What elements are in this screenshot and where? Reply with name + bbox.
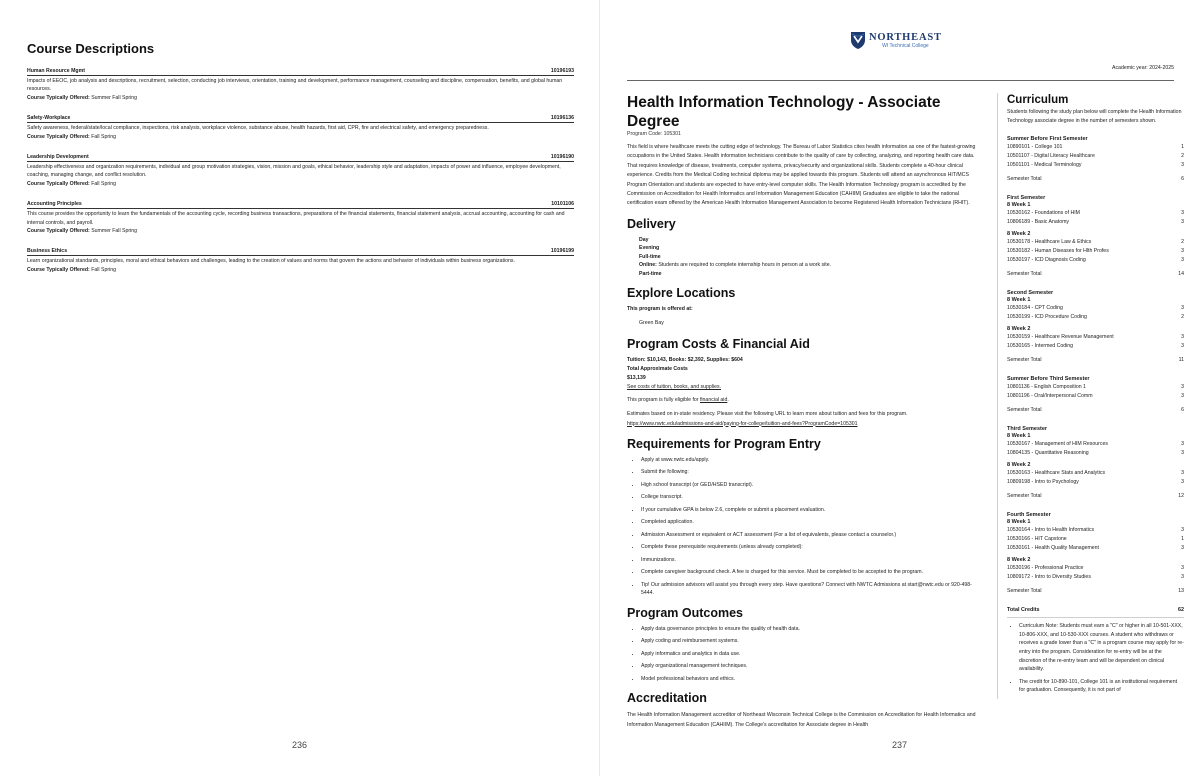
header-divider [627,80,1174,81]
total-credits-value: 62 [1178,607,1184,614]
course-title: 10530182 - Human Diseases for Hlth Profes [1007,248,1109,255]
offered-at-label: This program is offered at: [627,306,693,313]
course-credits: 3 [1181,450,1184,457]
offered-terms: Fall Spring [91,133,116,140]
course-credits: 2 [1181,314,1184,321]
curriculum-course-row [1007,383,1184,392]
semester-total-label: Semester Total [1007,493,1042,500]
course-name: Safety-Workplace [27,115,71,122]
page-number: 236 [292,740,308,750]
offered-terms: Summer Fall Spring [91,94,138,101]
requirements-list [627,456,979,598]
course-title: 10530197 - ICD Diagnosis Coding [1007,257,1086,264]
semester-total-row [1007,587,1184,596]
week-label: 8 Week 2 [1007,231,1031,238]
semester-block [1007,289,1184,365]
financial-aid-link[interactable]: financial aid [699,396,728,403]
course-offered [27,133,574,141]
course-offered [27,180,574,188]
course-offered [27,227,574,235]
semester-name: Fourth Semester [1007,512,1051,519]
offered-terms: Fall Spring [91,180,116,187]
course-code: 10196190 [550,154,574,161]
semester-name: First Semester [1007,195,1046,202]
outcomes-list [627,625,979,684]
aid-text: This program is fully eligible for [627,396,699,403]
course-credits: 3 [1181,565,1184,572]
delivery-list [627,236,979,279]
curriculum-course-row [1007,161,1184,170]
semester-total-row [1007,270,1184,279]
requirement-item: • Completed application. [641,518,979,527]
financial-aid-line: This program is fully eligible for financial aid. [627,396,729,403]
offered-terms: Fall Spring [91,266,116,273]
week-label: 8 Week 1 [1007,433,1031,440]
semester-block [1007,511,1184,596]
course-title: 10801196 - Oral/Interpersonal Comm [1007,393,1093,400]
course-credits: 3 [1181,334,1184,341]
course-entry [27,247,574,274]
course-credits: 1 [1181,536,1184,543]
course-credits: 3 [1181,545,1184,552]
shield-logo-icon [850,30,866,50]
curriculum-course-row [1007,304,1184,313]
requirement-item: • Admission Assessment or equivalent or ACT assessment (For a list of equivalents, please contact a counselor.) [641,531,979,540]
semester-total-value: 6 [1181,176,1184,183]
course-credits: 3 [1181,470,1184,477]
semester-total-label: Semester Total [1007,357,1042,364]
course-list [27,67,574,286]
course-title: 10530163 - Healthcare Stats and Analytics [1007,470,1106,477]
course-title: 10809172 - Intro to Diversity Studies [1007,574,1091,581]
course-entry [27,114,574,141]
curriculum-course-row [1007,573,1184,582]
course-title: 10530196 - Professional Practice [1007,565,1084,572]
offered-label: Course Typically Offered: [27,228,90,235]
offered-label: Course Typically Offered: [27,180,90,187]
curriculum-course-row [1007,238,1184,247]
curriculum-course-row [1007,564,1184,573]
right-page [600,0,1200,776]
curriculum-course-row [1007,209,1184,218]
course-title: 10801136 - English Composition 1 [1007,384,1086,391]
curriculum-course-row [1007,333,1184,342]
total-costs-label: Total Approximate Costs [627,365,688,372]
curriculum-course-row [1007,392,1184,401]
course-name: Business Ethics [27,248,68,255]
curriculum-course-row [1007,535,1184,544]
course-credits: 3 [1181,210,1184,217]
outcome-item: • Apply informatics and analytics in data use. [641,650,979,659]
course-description: Leadership effectiveness and organization requirements, individual and group motivation strategies, vision, mission and goals, ethical behavior, leadership style and adaptation, impacts of power and influence, employee development, coaching, managing change, and conflict resolution. [27,164,561,179]
course-credits: 3 [1181,574,1184,581]
program-main [627,93,979,735]
course-title: 10890101 - College 101 [1007,144,1063,151]
course-name: Accounting Principles [27,201,82,208]
week-label: 8 Week 2 [1007,557,1031,564]
semester-list [1007,135,1184,596]
program-code: Program Code: 105301 [627,131,681,137]
course-credits: 3 [1181,305,1184,312]
curriculum-course-row [1007,256,1184,265]
course-credits: 2 [1181,153,1184,160]
locations-heading: Explore Locations [627,286,736,301]
course-title: 10530159 - Healthcare Revenue Management [1007,334,1114,341]
week-label: 8 Week 1 [1007,202,1031,209]
curriculum-course-row [1007,143,1184,152]
total-credits-label: Total Credits [1007,607,1040,614]
program-intro: This field is where healthcare meets the cutting edge of technology. The Bureau of Labor Statistics cites health information as one of the fastest-growing occupations in the United States. Health information technicians contribute to the quality of care by collecting, analyzing, and reporting health care data. That requires knowledge of disease, treatments, computer systems, privacy/security and organizational skills. Students complete a 40-hour clinical experience. Credits from the Medical Coding technical diploma may be applied towards this program. Students will attend an asynchronous HIT/MCS Program Orientation and students are expected to have entry-level computer skills. The Health Information Technology program is accredited by the Commission on Accreditation for Health Informatics and Information Management Education (CAHIIM) Graduates are eligible to take the national certification exam offered by the American Health Information Management Association to become Registered Health Information Technicians (RHIT). [627,144,976,207]
program-title: Health Information Technology - Associate Degree [627,94,941,130]
course-credits: 2 [1181,239,1184,246]
semester-block [1007,375,1184,415]
curriculum-course-row [1007,449,1184,458]
delivery-mode: Part-time [639,270,662,277]
curriculum-course-row [1007,342,1184,351]
page-title: Course Descriptions [27,41,155,56]
delivery-item [627,270,979,279]
costs-heading: Program Costs & Financial Aid [627,336,810,351]
delivery-mode: Online: [639,262,657,269]
course-offered [27,94,574,102]
semester-block [1007,194,1184,279]
curriculum-course-row [1007,152,1184,161]
semester-total-label: Semester Total [1007,271,1042,278]
delivery-note: Students are required to complete internship hours in person at a work site. [658,262,832,269]
curriculum-course-row [1007,478,1184,487]
week-label: 8 Week 1 [1007,297,1031,304]
course-name: Leadership Development [27,154,89,161]
course-credits: 3 [1181,248,1184,255]
logo-name: NORTHEAST [869,31,942,43]
outcome-item: • Apply coding and reimbursement systems. [641,637,979,646]
semester-total-label: Semester Total [1007,176,1042,183]
tuition-url-link[interactable]: https://www.nwtc.edu/admissions-and-aid/paying-for-college/tuition-and-fees?ProgramCode=105301 [627,420,858,427]
course-title: 10530184 - CPT Coding [1007,305,1063,312]
semester-block [1007,425,1184,501]
outcome-item: • Apply data governance principles to ensure the quality of health data. [641,625,979,634]
week-label: 8 Week 2 [1007,326,1031,333]
curriculum-course-row [1007,544,1184,553]
course-description: Learn organizational standards, principles, moral and ethical behaviors and challenges, leading to the creation of values and norms that govern the actions and behavior of individuals within business organizations. [27,258,515,265]
semester-name: Summer Before First Semester [1007,136,1088,143]
course-description: Safety awareness, federal/state/local compliance, inspections, risk analysis, workplace violence, substance abuse, health hazards, first aid, CPR, fire and electrical safety, and emergency preparedness. [27,125,489,132]
curriculum-intro: Students following the study plan below will complete the Health Information Technology associate degree in the number of semesters shown. [1007,109,1182,124]
accreditation-text: The Health Information Management accreditor of Northeast Wisconsin Technical College is the Commission on Accreditation for Health Informatics and Information Management Education (CAHIIM). The College's accreditation for Associate degree in Health [627,712,976,728]
outcome-item: • Model professional behaviors and ethics. [641,675,979,684]
semester-total-row [1007,175,1184,184]
course-title: 10530164 - Intro to Health Informatics [1007,527,1095,534]
semester-name: Third Semester [1007,426,1048,433]
course-header [27,114,574,123]
course-credits: 3 [1181,257,1184,264]
requirement-item: • Submit the following: [641,468,979,477]
course-title: 10530161 - Health Quality Management [1007,545,1099,552]
course-entry [27,153,574,188]
delivery-mode: Day [639,236,649,243]
course-code: 10196199 [550,248,574,255]
curriculum-heading: Curriculum [1007,94,1069,106]
semester-total-value: 11 [1178,357,1184,364]
course-header [27,153,574,162]
total-credits-row [1007,606,1184,618]
requirement-item: • Tip! Our admission advisors will assist you through every step. Have questions? Connect with NWTC Admissions at start@nwtc.edu or 920-498-5444. [641,581,979,598]
course-credits: 3 [1181,479,1184,486]
semester-total-row [1007,406,1184,415]
semester-total-label: Semester Total [1007,407,1042,414]
course-title: 10530167 - Management of HIM Resources [1007,441,1108,448]
costs-link[interactable]: See costs of tuition, books, and supplies. [627,383,722,390]
requirement-item: • Complete these prerequisite requirements (unless already completed): [641,543,979,552]
course-title: 10530162 - Foundations of HIM [1007,210,1080,217]
curriculum-sidebar [997,93,1184,699]
offered-label: Course Typically Offered: [27,133,90,140]
delivery-item [627,261,979,270]
course-code: 10101106 [551,201,574,208]
accreditation-heading: Accreditation [627,691,707,706]
semester-name: Second Semester [1007,290,1054,297]
requirement-item: • College transcript. [641,493,979,502]
delivery-item [627,236,979,245]
course-credits: 3 [1181,343,1184,350]
semester-name: Summer Before Third Semester [1007,376,1090,383]
requirements-heading: Requirements for Program Entry [627,436,821,451]
course-header [27,247,574,256]
estimate-text: Estimates based on in-state residency. Please visit the following URL to learn more about tuition and fees for this program. [627,411,908,418]
course-header [27,200,574,209]
course-entry [27,67,574,102]
course-header [27,67,574,76]
course-title: 10530166 - HIT Capstone [1007,536,1067,543]
course-title: 10501107 - Digital Literacy Healthcare [1007,153,1095,160]
outcomes-heading: Program Outcomes [627,605,744,620]
logo-subtitle: WI Technical College [882,42,929,49]
requirement-item: • If your cumulative GPA is below 2.6, complete or submit a placement evaluation. [641,506,979,515]
course-credits: 1 [1181,144,1184,151]
delivery-heading: Delivery [627,216,676,231]
course-title: 10530165 - Intermed Coding [1007,343,1074,350]
course-title: 10804135 - Quantitative Reasoning [1007,450,1089,457]
delivery-mode: Evening [639,245,660,252]
delivery-item [627,253,979,262]
semester-total-value: 13 [1178,588,1184,595]
course-credits: 3 [1181,384,1184,391]
course-credits: 3 [1181,219,1184,226]
curriculum-notes [1007,622,1184,695]
course-code: 10196193 [550,68,574,74]
week-label: 8 Week 2 [1007,462,1031,469]
course-credits: 3 [1181,441,1184,448]
offered-label: Course Typically Offered: [27,94,90,101]
curriculum-note: • Curriculum Note: Students must earn a "C" or higher in all 10-501-XXX, 10-806-XXX, and 10-530-XXX courses. A student who withdraws or receives a grade lower than a "C" in a program course may apply for re-entry into the program. Consideration for re-entry will be at the discretion of the re-entry team and will be dependent on clinical availability. [1019,622,1184,674]
requirement-item: • High school transcript (or GED/HSED transcript). [641,481,979,490]
college-logo [850,30,942,50]
curriculum-course-row [1007,526,1184,535]
course-name: Human Resource Mgmt [27,68,85,74]
course-offered [27,266,574,274]
semester-total-value: 14 [1178,271,1184,278]
delivery-item [627,244,979,253]
course-credits: 3 [1181,527,1184,534]
course-credits: 3 [1181,162,1184,169]
course-description: This course provides the opportunity to learn the fundamentals of the accounting cycle, recording business transactions, preparations of the financial statements, financial statement analysis, accrual accounting, accounting for cash and internal controls, and payroll. [27,211,565,226]
course-title: 10501101 - Medical Terminology [1007,162,1082,169]
delivery-mode: Full-time [639,253,661,260]
curriculum-course-row [1007,440,1184,449]
semester-total-row [1007,492,1184,501]
outcome-item: • Apply organizational management techniques. [641,662,979,671]
semester-total-label: Semester Total [1007,588,1042,595]
curriculum-course-row [1007,469,1184,478]
page-number: 237 [892,740,908,750]
course-description: Impacts of EEOC, job analysis and descriptions, recruitment, selection, conducting job interviews, orientation, training and development, performance management, counseling and discipline, compensation, benefits, and global human resources. [27,78,563,93]
estimate-note [627,410,979,429]
requirement-item: • Apply at www.nwtc.edu/apply. [641,456,979,465]
course-title: 10806189 - Basic Anatomy [1007,219,1070,226]
course-title: 10809198 - Intro to Psychology [1007,479,1079,486]
semester-total-row [1007,356,1184,365]
semester-block [1007,135,1184,184]
course-title: 10530178 - Healthcare Law & Ethics [1007,239,1092,246]
total-costs-value: $13,139 [627,374,646,381]
requirement-item: • Immunizations. [641,556,979,565]
curriculum-course-row [1007,313,1184,322]
curriculum-course-row [1007,218,1184,227]
course-credits: 3 [1181,393,1184,400]
week-label: 8 Week 1 [1007,519,1031,526]
course-entry [27,200,574,235]
semester-total-value: 12 [1178,493,1184,500]
requirement-item: • Complete caregiver background check. A fee is charged for this service. Must be completed to be accepted to the program. [641,568,979,577]
curriculum-note: • The credit for 10-890-101, College 101 is an institutional requirement for graduation. Consequently, it is not part of [1019,678,1184,695]
offered-terms: Summer Fall Spring [91,228,138,235]
cost-breakdown: Tuition: $10,143, Books: $2,392, Supplies: $604 [627,356,743,363]
offered-label: Course Typically Offered: [27,266,90,273]
course-title: 10530199 - ICD Procedure Coding [1007,314,1087,321]
academic-year: Academic year: 2024-2025 [1112,65,1174,71]
semester-total-value: 6 [1181,407,1184,414]
curriculum-course-row [1007,247,1184,256]
location-green-bay: Green Bay [639,320,664,327]
course-code: 10196136 [550,115,574,122]
